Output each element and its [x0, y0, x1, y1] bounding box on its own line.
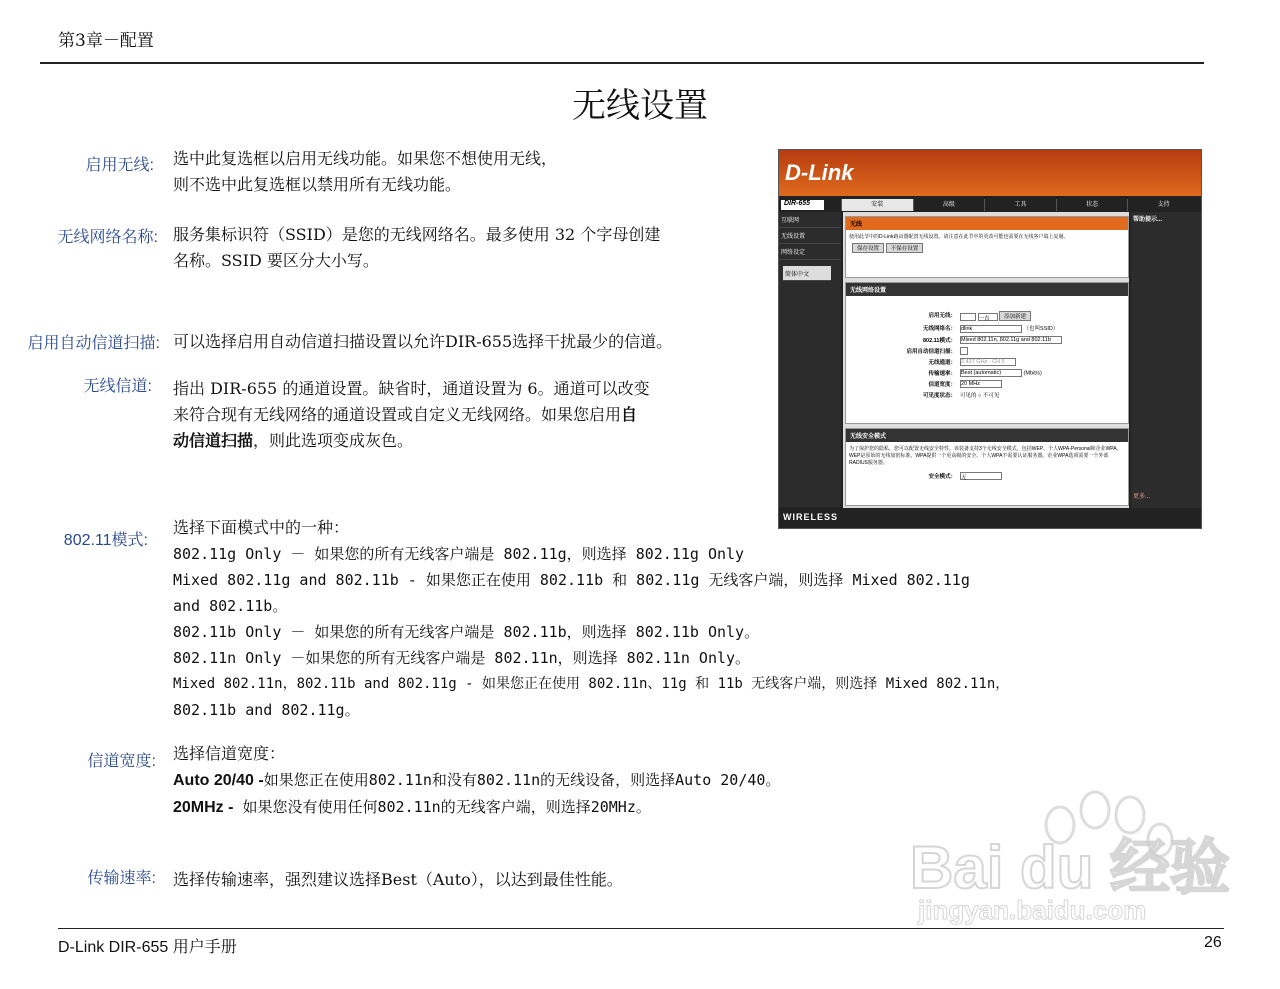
text-line: 名称。SSID 要区分大小写。	[173, 251, 379, 270]
save-button[interactable]: 保存设置	[852, 243, 884, 253]
text-line: 选择信道宽度：	[173, 744, 286, 763]
row-channel	[846, 358, 1128, 366]
router-tabs	[841, 199, 1199, 211]
row-security-mode	[846, 472, 1128, 480]
bold-span: Auto 20/40 -	[173, 772, 264, 789]
label-rate: 传输速率:	[87, 870, 156, 887]
page-number: 26	[1204, 934, 1222, 951]
intro-header: 无线	[846, 217, 1128, 230]
text-line: 则不选中此复选框以禁用所有无线功能。	[173, 175, 462, 194]
text-line: 802.11b and 802.11g。	[173, 701, 360, 719]
width-select[interactable]: 20 MHz	[960, 380, 1002, 388]
text-line: 802.11n Only －如果您的所有无线客户端是 802.11n，则选择 802.11n Only。	[173, 649, 751, 667]
watermark-url: jingyan.baidu.com	[918, 895, 1147, 925]
label-ssid: 无线网络名称:	[57, 229, 158, 246]
row-width	[846, 380, 1128, 388]
row-key: 可见度状态：	[922, 392, 956, 399]
language-select[interactable]: 简体中文	[783, 266, 831, 281]
intro-text: 使用此节中的D-Link路由器配置无线设置。请注意在此节中的更改可能也需要在无线客户端上复制。	[849, 234, 1069, 240]
text-line: and 802.11b。	[173, 597, 288, 615]
security-box	[845, 428, 1129, 506]
row-ssid	[846, 324, 1128, 333]
security-header: 无线安全模式	[846, 429, 1128, 442]
schedule-select[interactable]: 一直	[978, 313, 998, 321]
text-mode	[173, 515, 1009, 723]
row-key: 无线网络名：	[922, 326, 956, 332]
wireless-brand: WIRELESS	[783, 512, 839, 522]
security-text: 为了保护您的隐私，您可以配置无线安全特性。该装备支持3个无线安全模式，包括WEP、个人WPA-Personal和企业WPA。WEP是原始的无线加密标准。WPA提供一个更高级的安全。个人WPA不需要认证服务器。企业WPA选项需要一个外部RADIUS服务器。	[849, 446, 1122, 466]
row-key: 无线通道：	[928, 359, 956, 366]
no-save-button[interactable]: 不保存设置	[886, 243, 924, 253]
label-mode: 802.11模式:	[63, 532, 148, 549]
add-new-button[interactable]: 添加新建	[999, 311, 1031, 321]
help-title: 帮助提示...	[1133, 217, 1163, 223]
autoscan-checkbox[interactable]	[960, 347, 968, 355]
header-rule	[40, 62, 1204, 64]
row-visibility	[846, 391, 1128, 399]
rate-select[interactable]: Best (automatic)	[960, 369, 1022, 377]
intro-box	[845, 216, 1129, 278]
label-width: 信道宽度:	[87, 753, 156, 770]
ssid-note: （也叫SSID）	[1023, 326, 1059, 332]
row-mode	[846, 336, 1128, 344]
row-key: 信道宽度：	[928, 381, 956, 388]
row-rate	[846, 369, 1128, 377]
dlink-logo: D-Link	[785, 160, 854, 185]
rate-unit: (Mbit/s)	[1023, 370, 1042, 376]
bold-span: 动信道扫描	[173, 431, 254, 450]
tab-advanced[interactable]: 高级	[913, 199, 985, 211]
help-more-link[interactable]: 更多...	[1133, 494, 1151, 500]
tab-tools[interactable]: 工具	[984, 199, 1056, 211]
text-line: Mixed 802.11g and 802.11b - 如果您正在使用 802.11b 和 802.11g 无线客户端，则选择 Mixed 802.11g	[173, 571, 970, 589]
text-width	[173, 741, 780, 821]
router-header	[779, 150, 1201, 196]
sidebar-item-internet[interactable]: 互联网	[779, 212, 841, 228]
network-box	[845, 282, 1129, 424]
text-enable-wireless	[173, 146, 557, 198]
text-line: 指出 DIR-655 的通道设置。缺省时，通道设置为 6。通道可以改变	[173, 379, 650, 398]
text-ssid	[173, 222, 660, 274]
router-screenshot	[778, 149, 1202, 529]
security-mode-select[interactable]: 无	[960, 472, 1002, 480]
text-span: 来符合现有无线网络的通道设置或自定义无线网络。如果您启用	[173, 405, 622, 424]
mode-select[interactable]: Mixed 802.11n, 802.11g and 802.11b	[960, 336, 1062, 344]
text-line: 选择下面模式中的一种：	[173, 518, 350, 537]
row-key: 802.11模式：	[922, 337, 956, 344]
row-autoscan	[846, 347, 1128, 355]
router-main	[843, 212, 1129, 508]
label-auto-scan: 启用自动信道扫描:	[27, 335, 160, 352]
label-enable-wireless: 启用无线:	[85, 157, 154, 174]
row-key: 安全模式：	[928, 474, 956, 480]
text-span: 如果您正在使用802.11n和没有802.11n的无线设备，则选择Auto 20/40。	[263, 771, 781, 789]
watermark-brand: Bai du 经验	[910, 834, 1231, 901]
network-header: 无线网络设置	[846, 283, 1128, 296]
text-line: Mixed 802.11n，802.11b and 802.11g - 如果您正在使用 802.11n、11g 和 11b 无线客户端，则选择 Mixed 802.11n，	[173, 676, 1010, 692]
sidebar-item-network[interactable]: 网络设定	[779, 244, 841, 260]
enable-checkbox[interactable]	[960, 313, 976, 321]
text-line: 802.11b Only － 如果您的所有无线客户端是 802.11b，则选择 802.11b Only。	[173, 623, 760, 641]
text-span: ，则此选项变成灰色。	[253, 431, 414, 450]
text-line: 选中此复选框以启用无线功能。如果您不想使用无线，	[173, 149, 558, 168]
footer-manual: D-Link DIR-655 用户手册	[58, 939, 237, 956]
page-title: 无线设置	[572, 86, 708, 126]
tab-status[interactable]: 状态	[1056, 199, 1128, 211]
visibility-radio[interactable]: 可见的 ○ 不可见	[960, 392, 1000, 399]
bold-span: 自	[621, 405, 638, 424]
row-enable	[846, 311, 1128, 321]
text-rate: 选择传输速率，强烈建议选择Best（Auto），以达到最佳性能。	[173, 870, 623, 889]
sidebar-item-wireless[interactable]: 无线设置	[779, 228, 841, 244]
ssid-input[interactable]: dlink	[960, 325, 1022, 333]
chapter-header: 第3章－配置	[58, 31, 154, 51]
text-line: 802.11g Only － 如果您的所有无线客户端是 802.11g，则选择 802.11g Only	[173, 545, 745, 563]
tab-setup[interactable]: 安装	[841, 199, 913, 211]
help-panel	[1131, 212, 1201, 508]
label-channel: 无线信道:	[83, 378, 152, 395]
router-sidebar	[779, 212, 841, 507]
text-span: 如果您没有使用任何802.11n的无线客户端，则选择20MHz。	[233, 798, 651, 816]
channel-select[interactable]: 2.437 GHz - CH 6	[960, 358, 1016, 366]
text-channel	[173, 376, 650, 454]
row-key: 传输速率：	[928, 370, 956, 377]
text-line: 服务集标识符（SSID）是您的无线网络名。最多使用 32 个字母创建	[173, 225, 661, 244]
tab-support[interactable]: 支持	[1127, 199, 1199, 211]
router-model: DIR-655	[781, 200, 824, 210]
footer-rule	[58, 928, 1224, 929]
text-auto-scan: 可以选择启用自动信道扫描设置以允许DIR-655选择干扰最少的信道。	[173, 332, 673, 351]
row-key: 启用无线：	[928, 313, 956, 319]
row-key: 启用自动信道扫描：	[906, 348, 956, 355]
bold-span: 20MHz -	[173, 799, 234, 816]
